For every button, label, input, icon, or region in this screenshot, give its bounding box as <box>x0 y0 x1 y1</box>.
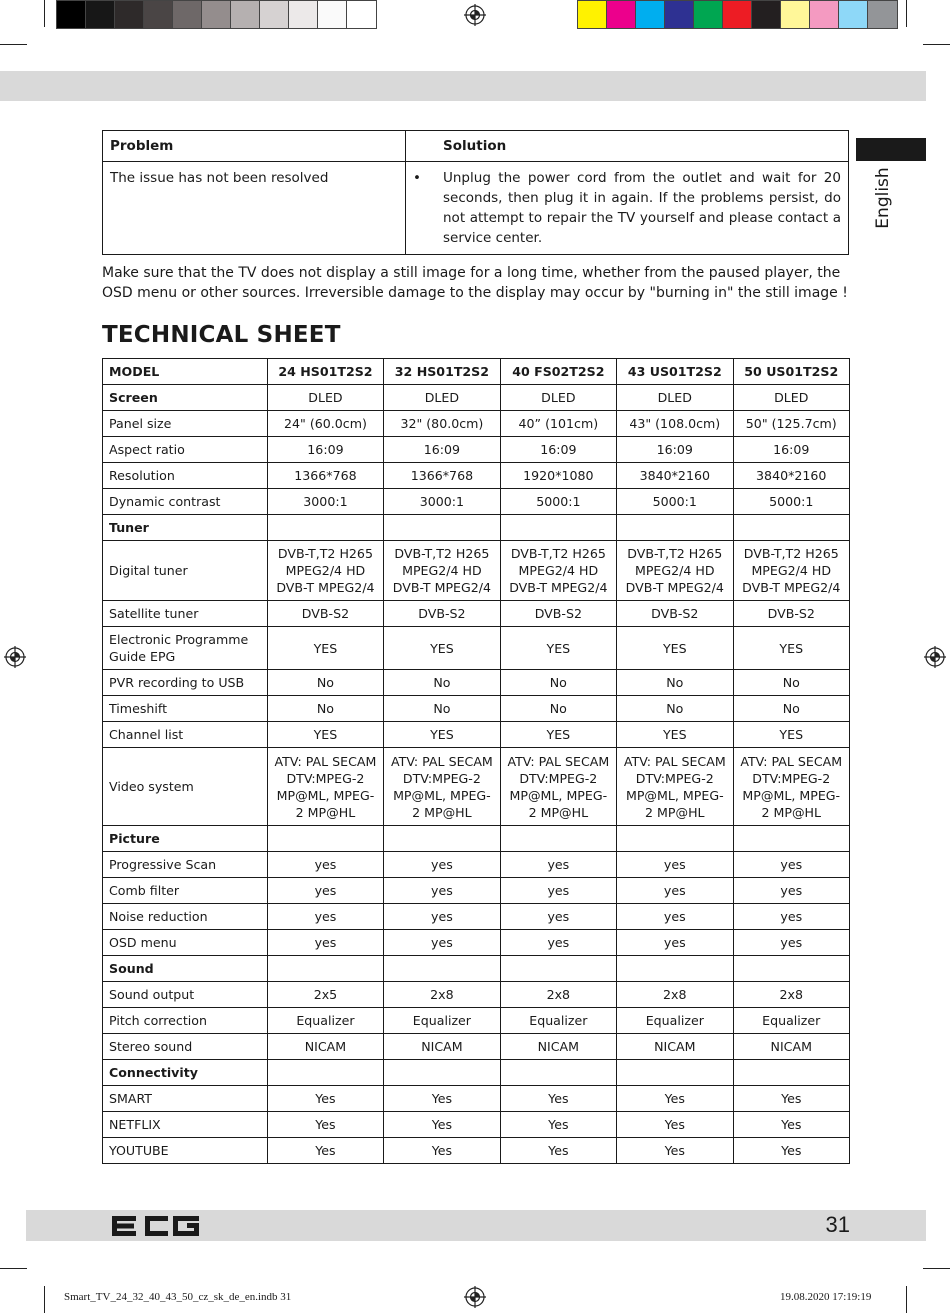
spec-value-cell: yes <box>384 878 500 904</box>
color-swatch <box>202 1 231 28</box>
spec-value-cell: No <box>384 670 500 696</box>
language-label: English <box>873 167 893 229</box>
spec-value-cell: 1366*768 <box>384 463 500 489</box>
spec-value-cell: Equalizer <box>617 1008 733 1034</box>
spec-label-cell: Electronic Programme Guide EPG <box>103 627 268 670</box>
spec-label-cell: OSD menu <box>103 930 268 956</box>
crop-mark <box>44 1286 45 1313</box>
crop-mark <box>0 1268 27 1269</box>
problem-cell: The issue has not been resolved <box>103 162 406 255</box>
spec-value-cell: 5000:1 <box>617 489 733 515</box>
spec-value-cell <box>267 826 383 852</box>
spec-value-cell <box>617 1060 733 1086</box>
spec-label-cell: Aspect ratio <box>103 437 268 463</box>
table-header-row <box>103 131 849 162</box>
spec-value-cell: NICAM <box>733 1034 849 1060</box>
spec-value-cell: yes <box>267 904 383 930</box>
spec-value-cell: No <box>617 670 733 696</box>
spec-value-cell: DLED <box>384 385 500 411</box>
spec-value-cell <box>500 826 616 852</box>
table-row <box>103 411 850 437</box>
color-swatch <box>578 1 607 28</box>
spec-value-cell: 3840*2160 <box>733 463 849 489</box>
spec-value-cell <box>617 826 733 852</box>
spec-label-cell: SMART <box>103 1086 268 1112</box>
model-column-header: 40 FS02T2S2 <box>500 359 616 385</box>
spec-value-cell <box>384 826 500 852</box>
language-tab <box>870 167 896 229</box>
spec-value-cell: Yes <box>733 1086 849 1112</box>
spec-value-cell: 16:09 <box>267 437 383 463</box>
table-row <box>103 982 850 1008</box>
spec-value-cell: Yes <box>384 1086 500 1112</box>
spec-label-cell: Screen <box>103 385 268 411</box>
color-swatch <box>318 1 347 28</box>
spec-value-cell: 50" (125.7cm) <box>733 411 849 437</box>
spec-label-cell: Video system <box>103 748 268 826</box>
spec-label-cell: Channel list <box>103 722 268 748</box>
language-tab-marker <box>856 138 926 161</box>
solution-header: Solution <box>406 131 849 162</box>
spec-value-cell: ATV: PAL SECAM DTV:MPEG-2 MP@ML, MPEG- 2 MP@HL <box>267 748 383 826</box>
troubleshooting-table <box>102 130 849 255</box>
spec-value-cell: YES <box>384 627 500 670</box>
color-swatch <box>723 1 752 28</box>
spec-label-cell: Panel size <box>103 411 268 437</box>
spec-value-cell: Equalizer <box>267 1008 383 1034</box>
spec-value-cell: Yes <box>384 1138 500 1164</box>
spec-value-cell: yes <box>384 852 500 878</box>
spec-value-cell: yes <box>500 878 616 904</box>
spec-value-cell: Yes <box>733 1112 849 1138</box>
color-swatch <box>781 1 810 28</box>
spec-value-cell <box>267 1060 383 1086</box>
spec-value-cell: DVB-S2 <box>617 601 733 627</box>
table-row <box>103 1138 850 1164</box>
crop-mark <box>44 0 45 27</box>
spec-value-cell: Yes <box>500 1112 616 1138</box>
spec-value-cell: ATV: PAL SECAM DTV:MPEG-2 MP@ML, MPEG- 2 MP@HL <box>384 748 500 826</box>
spec-label-cell: Sound <box>103 956 268 982</box>
color-swatch <box>260 1 289 28</box>
spec-value-cell: Equalizer <box>500 1008 616 1034</box>
spec-value-cell: No <box>267 696 383 722</box>
spec-value-cell: DVB-T,T2 H265 MPEG2/4 HD DVB-T MPEG2/4 <box>267 541 383 601</box>
spec-value-cell: yes <box>384 930 500 956</box>
spec-value-cell: ATV: PAL SECAM DTV:MPEG-2 MP@ML, MPEG- 2 MP@HL <box>500 748 616 826</box>
spec-value-cell: 2x8 <box>617 982 733 1008</box>
spec-value-cell: DLED <box>617 385 733 411</box>
spec-label-cell: NETFLIX <box>103 1112 268 1138</box>
spec-value-cell <box>500 515 616 541</box>
spec-value-cell: yes <box>500 852 616 878</box>
section-row <box>103 385 850 411</box>
spec-value-cell: DVB-S2 <box>267 601 383 627</box>
spec-value-cell: YES <box>617 722 733 748</box>
spec-value-cell <box>733 956 849 982</box>
spec-value-cell: NICAM <box>500 1034 616 1060</box>
spec-value-cell: yes <box>500 930 616 956</box>
table-row <box>103 852 850 878</box>
spec-value-cell: Equalizer <box>384 1008 500 1034</box>
registration-mark-icon <box>464 1286 486 1308</box>
spec-value-cell: 3840*2160 <box>617 463 733 489</box>
spec-value-cell: No <box>617 696 733 722</box>
crop-mark <box>906 1286 907 1313</box>
table-row <box>103 541 850 601</box>
spec-value-cell: 2x8 <box>500 982 616 1008</box>
table-row <box>103 1034 850 1060</box>
spec-value-cell: 40” (101cm) <box>500 411 616 437</box>
spec-value-cell: Yes <box>500 1086 616 1112</box>
spec-value-cell: DVB-S2 <box>733 601 849 627</box>
spec-value-cell: No <box>500 670 616 696</box>
color-swatch <box>810 1 839 28</box>
spec-value-cell: DLED <box>733 385 849 411</box>
spec-label-cell: Noise reduction <box>103 904 268 930</box>
spec-value-cell: yes <box>617 878 733 904</box>
spec-value-cell <box>384 515 500 541</box>
table-row <box>103 722 850 748</box>
spec-value-cell: NICAM <box>267 1034 383 1060</box>
table-row <box>103 878 850 904</box>
spec-value-cell: No <box>500 696 616 722</box>
spec-value-cell: YES <box>500 627 616 670</box>
spec-value-cell: 32" (80.0cm) <box>384 411 500 437</box>
spec-value-cell: DVB-T,T2 H265 MPEG2/4 HD DVB-T MPEG2/4 <box>617 541 733 601</box>
spec-value-cell: yes <box>267 878 383 904</box>
spec-label-cell: YOUTUBE <box>103 1138 268 1164</box>
spec-value-cell: Yes <box>617 1138 733 1164</box>
spec-value-cell: 3000:1 <box>384 489 500 515</box>
table-row <box>103 748 850 826</box>
spec-value-cell: YES <box>617 627 733 670</box>
spec-value-cell: NICAM <box>617 1034 733 1060</box>
spec-value-cell: yes <box>617 930 733 956</box>
model-column-header: 50 US01T2S2 <box>733 359 849 385</box>
registration-mark-icon <box>924 646 946 668</box>
table-row <box>103 437 850 463</box>
table-row <box>103 162 849 255</box>
crop-mark <box>923 44 950 45</box>
spec-value-cell: yes <box>733 878 849 904</box>
table-row <box>103 670 850 696</box>
color-swatch <box>86 1 115 28</box>
spec-value-cell: No <box>733 670 849 696</box>
spec-value-cell: No <box>384 696 500 722</box>
print-file-name: Smart_TV_24_32_40_43_50_cz_sk_de_en.indb 31 <box>64 1291 292 1303</box>
spec-value-cell: YES <box>384 722 500 748</box>
spec-value-cell: yes <box>617 852 733 878</box>
section-row <box>103 956 850 982</box>
table-row <box>103 627 850 670</box>
spec-value-cell: yes <box>267 852 383 878</box>
spec-value-cell <box>500 1060 616 1086</box>
color-swatch <box>607 1 636 28</box>
spec-value-cell: 16:09 <box>500 437 616 463</box>
spec-label-cell: Pitch correction <box>103 1008 268 1034</box>
spec-value-cell: NICAM <box>384 1034 500 1060</box>
spec-label-cell: PVR recording to USB <box>103 670 268 696</box>
spec-value-cell: Yes <box>267 1112 383 1138</box>
table-row <box>103 463 850 489</box>
spec-value-cell: ATV: PAL SECAM DTV:MPEG-2 MP@ML, MPEG- 2 MP@HL <box>617 748 733 826</box>
color-swatch <box>839 1 868 28</box>
spec-value-cell: DVB-S2 <box>384 601 500 627</box>
spec-label-cell: Progressive Scan <box>103 852 268 878</box>
spec-value-cell: 1366*768 <box>267 463 383 489</box>
crop-mark <box>923 1268 950 1269</box>
spec-value-cell: DVB-T,T2 H265 MPEG2/4 HD DVB-T MPEG2/4 <box>733 541 849 601</box>
solution-text: Unplug the power cord from the outlet and wait for 20 seconds, then plug it in again. If the problems persist, do not attempt to repair the TV yourself and please contact a service center. <box>443 170 841 246</box>
spec-label-cell: Stereo sound <box>103 1034 268 1060</box>
bullet-icon: • <box>413 170 421 186</box>
spec-value-cell <box>733 1060 849 1086</box>
color-swatch <box>868 1 897 28</box>
burn-in-warning: Make sure that the TV does not display a still image for a long time, whether from the paused player, the OSD menu or other sources. Irreversible damage to the display may occur by "burning in" the still image ! <box>102 265 848 301</box>
spec-value-cell: Yes <box>617 1086 733 1112</box>
spec-value-cell <box>733 826 849 852</box>
technical-sheet-table <box>102 358 850 1164</box>
solution-cell <box>406 162 849 255</box>
spec-value-cell: 24" (60.0cm) <box>267 411 383 437</box>
spec-label-cell: Timeshift <box>103 696 268 722</box>
print-timestamp: 19.08.2020 17:19:19 <box>780 1291 872 1303</box>
table-row <box>103 1086 850 1112</box>
table-row <box>103 601 850 627</box>
table-row <box>103 1112 850 1138</box>
spec-label-cell: Connectivity <box>103 1060 268 1086</box>
spec-value-cell: Yes <box>733 1138 849 1164</box>
color-swatch <box>347 1 376 28</box>
spec-value-cell: yes <box>733 852 849 878</box>
spec-value-cell: YES <box>733 722 849 748</box>
color-swatch <box>665 1 694 28</box>
spec-value-cell: DVB-S2 <box>500 601 616 627</box>
spec-value-cell: 43" (108.0cm) <box>617 411 733 437</box>
spec-value-cell <box>617 515 733 541</box>
color-swatch <box>636 1 665 28</box>
spec-value-cell: yes <box>617 904 733 930</box>
spec-value-cell: DVB-T,T2 H265 MPEG2/4 HD DVB-T MPEG2/4 <box>384 541 500 601</box>
table-row <box>103 930 850 956</box>
spec-value-cell: 3000:1 <box>267 489 383 515</box>
spec-value-cell: DLED <box>500 385 616 411</box>
spec-value-cell <box>733 515 849 541</box>
spec-value-cell: yes <box>267 930 383 956</box>
problem-header: Problem <box>103 131 406 162</box>
spec-value-cell: 2x8 <box>384 982 500 1008</box>
spec-value-cell <box>500 956 616 982</box>
table-header-row <box>103 359 850 385</box>
crop-mark <box>0 44 27 45</box>
table-row <box>103 1008 850 1034</box>
spec-label-cell: Digital tuner <box>103 541 268 601</box>
spec-label-cell: Tuner <box>103 515 268 541</box>
spec-value-cell: No <box>267 670 383 696</box>
spec-value-cell: yes <box>733 904 849 930</box>
spec-value-cell: YES <box>500 722 616 748</box>
spec-value-cell: ATV: PAL SECAM DTV:MPEG-2 MP@ML, MPEG- 2 MP@HL <box>733 748 849 826</box>
spec-value-cell: 16:09 <box>384 437 500 463</box>
table-row <box>103 696 850 722</box>
model-column-header: 32 HS01T2S2 <box>384 359 500 385</box>
registration-mark-icon <box>4 646 26 668</box>
spec-value-cell: 5000:1 <box>500 489 616 515</box>
spec-value-cell: 2x5 <box>267 982 383 1008</box>
registration-mark-icon <box>464 4 486 26</box>
spec-value-cell: Equalizer <box>733 1008 849 1034</box>
spec-value-cell: 16:09 <box>617 437 733 463</box>
section-row <box>103 1060 850 1086</box>
spec-label-cell: Resolution <box>103 463 268 489</box>
spec-label-cell: Comb filter <box>103 878 268 904</box>
spec-value-cell <box>384 1060 500 1086</box>
spec-value-cell <box>267 956 383 982</box>
color-swatch <box>57 1 86 28</box>
spec-value-cell: 2x8 <box>733 982 849 1008</box>
color-swatch <box>752 1 781 28</box>
color-swatch <box>694 1 723 28</box>
section-row <box>103 826 850 852</box>
color-swatch <box>115 1 144 28</box>
section-title: TECHNICAL SHEET <box>102 322 341 348</box>
color-calibration-bar <box>577 0 898 29</box>
color-swatch <box>289 1 318 28</box>
ecg-logo <box>112 1213 202 1239</box>
spec-value-cell: 16:09 <box>733 437 849 463</box>
color-swatch <box>231 1 260 28</box>
spec-value-cell: 1920*1080 <box>500 463 616 489</box>
spec-value-cell: Yes <box>384 1112 500 1138</box>
spec-label-cell: Dynamic contrast <box>103 489 268 515</box>
spec-label-cell: Satellite tuner <box>103 601 268 627</box>
grayscale-color-bar <box>56 0 377 29</box>
header-band <box>0 71 926 101</box>
spec-value-cell: YES <box>733 627 849 670</box>
spec-value-cell: Yes <box>617 1112 733 1138</box>
spec-value-cell: YES <box>267 627 383 670</box>
spec-value-cell: yes <box>733 930 849 956</box>
table-row <box>103 904 850 930</box>
spec-value-cell: Yes <box>500 1138 616 1164</box>
model-header: MODEL <box>103 359 268 385</box>
spec-label-cell: Picture <box>103 826 268 852</box>
spec-value-cell: Yes <box>267 1138 383 1164</box>
spec-value-cell: DLED <box>267 385 383 411</box>
model-column-header: 24 HS01T2S2 <box>267 359 383 385</box>
page-number: 31 <box>825 1212 850 1237</box>
spec-value-cell: DVB-T,T2 H265 MPEG2/4 HD DVB-T MPEG2/4 <box>500 541 616 601</box>
spec-value-cell: 5000:1 <box>733 489 849 515</box>
spec-value-cell <box>267 515 383 541</box>
spec-value-cell <box>384 956 500 982</box>
crop-mark <box>906 0 907 27</box>
color-swatch <box>173 1 202 28</box>
section-row <box>103 515 850 541</box>
spec-value-cell: yes <box>384 904 500 930</box>
table-row <box>103 489 850 515</box>
spec-value-cell: YES <box>267 722 383 748</box>
spec-value-cell: yes <box>500 904 616 930</box>
spec-label-cell: Sound output <box>103 982 268 1008</box>
color-swatch <box>144 1 173 28</box>
model-column-header: 43 US01T2S2 <box>617 359 733 385</box>
spec-value-cell: Yes <box>267 1086 383 1112</box>
spec-value-cell: No <box>733 696 849 722</box>
spec-value-cell <box>617 956 733 982</box>
